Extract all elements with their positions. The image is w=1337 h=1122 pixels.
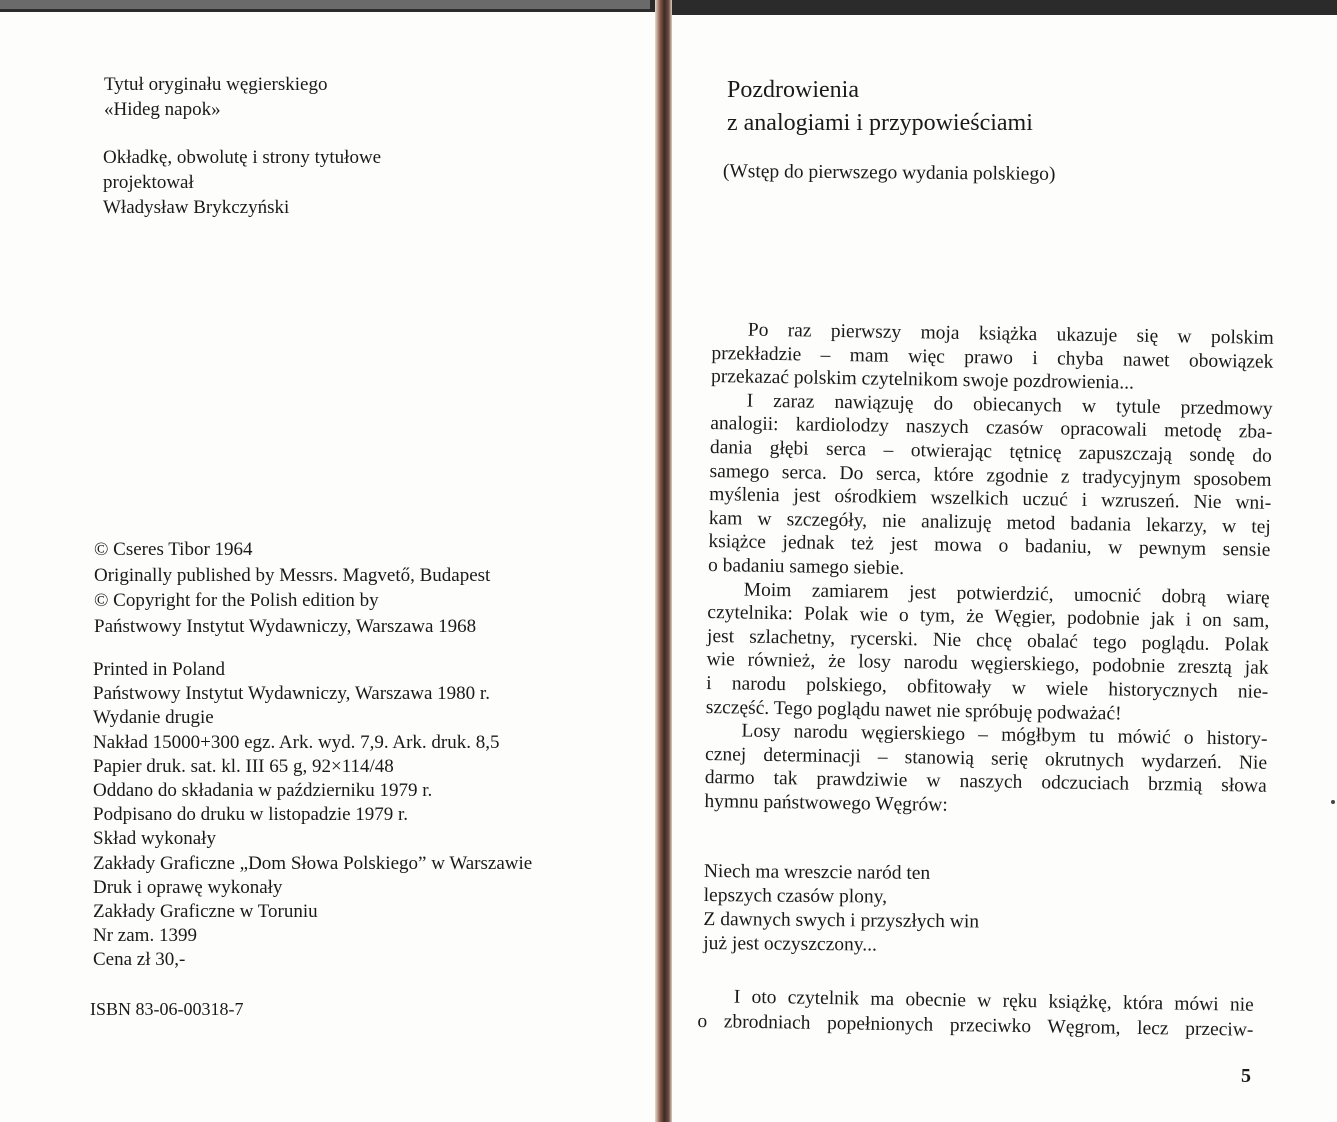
imprint-line: Papier druk. sat. kl. III 65 g, 92×114/48: [93, 755, 394, 777]
paragraph-line: myślenia jest ośrodkiem wszelkich uczuć i wzruszeń. Nie wni-: [709, 484, 1272, 514]
paragraph-line: darmo tak prawdziwie w naszych odczuciach brzmią słowa: [704, 767, 1267, 798]
isbn: ISBN 83-06-00318-7: [90, 999, 244, 1019]
paragraph-line: Losy narodu węgierskiego – mógłbym tu mówić o history-: [741, 720, 1268, 750]
original-title-block: [104, 72, 327, 122]
paragraph-line: książce jednak też jest mowa o badaniu, w pewnym sensie: [708, 531, 1271, 562]
imprint-line: Printed in Poland: [93, 659, 225, 680]
design-credit-line: projektował: [103, 172, 194, 193]
chapter-title-line: Pozdrowienia: [727, 77, 859, 103]
chapter-title-line: z analogiami i przypowieściami: [727, 110, 1033, 136]
scan-top-edge-left: [0, 0, 650, 9]
imprint-line: Oddano do składania w październiku 1979 r.: [93, 780, 433, 802]
paragraph-line: o zbrodniach popełnionych przeciwko Węgrom, lecz przeciw-: [697, 1010, 1254, 1041]
chapter-subtitle: (Wstęp do pierwszego wydania polskiego): [722, 160, 1056, 185]
paragraph-line: o badaniu samego siebie.: [707, 554, 905, 579]
anthem-quote: [703, 860, 979, 958]
paragraph-line: Moim zamiarem jest potwierdzić, umocnić dobrą wiarę: [743, 579, 1270, 609]
design-credit-block: [103, 145, 381, 220]
paragraph-line: cznej determinacji – stanowią serię okrutnych wydarzeń. Nie: [704, 743, 1268, 774]
copyright-line: © Cseres Tibor 1964: [94, 539, 253, 560]
paragraph-line: hymnu państwowego Węgrów:: [704, 790, 948, 816]
paragraph-line: czytelnika: Polak wie o tym, że Węgier, podobnie jak i on sam,: [707, 602, 1270, 632]
imprint-line: Zakłady Graficzne w Toruniu: [93, 901, 318, 923]
imprint-line: Państwowy Instytut Wydawniczy, Warszawa 1980 r.: [93, 683, 490, 705]
paragraph-line: I oto czytelnik ma obecnie w ręku książkę, która mówi nie: [733, 986, 1254, 1016]
imprint-line: Druk i oprawę wykonały: [93, 876, 283, 898]
paragraph-line: wie również, że losy narodu węgierskiego, podobnie zresztą jak: [706, 649, 1269, 680]
design-credit-line: Okładkę, obwolutę i strony tytułowe: [103, 147, 382, 168]
copyright-line: Originally published by Messrs. Magvető, Budapest: [94, 564, 491, 586]
body-text: [704, 318, 1274, 822]
original-title-line: Tytuł oryginału węgierskiego: [104, 74, 328, 95]
paragraph: [706, 577, 1270, 727]
scan-speck: [1331, 800, 1335, 804]
anthem-line: już jest oczyszczony...: [703, 932, 877, 956]
anthem-line: lepszych czasów plony,: [703, 884, 888, 908]
anthem-line: Z dawnych swych i przyszłych win: [703, 908, 980, 933]
paragraph-line: przekładzie – mam więc prawo i chyba nawet obowiązek: [711, 342, 1274, 373]
imprint-line: Nakład 15000+300 egz. Ark. wyd. 7,9. Ark. druk. 8,5: [93, 731, 500, 753]
imprint-line: Cena zł 30,-: [93, 949, 186, 971]
paragraph-line: Po raz pierwszy moja książka ukazuje się w polskim: [747, 319, 1274, 349]
anthem-line: Niech ma wreszcie naród ten: [703, 860, 931, 884]
imprint-line: Wydanie drugie: [93, 707, 214, 729]
paragraph-line: szczęść. Tego poglądu nawet nie spróbuję podważać!: [705, 696, 1122, 724]
paragraph-line: jest szlachetny, rycerski. Nie chcę obalać tego poglądu. Polak: [706, 625, 1270, 656]
page-number: 5: [1241, 1065, 1251, 1087]
copyright-block: [94, 537, 490, 639]
imprint-line: Zakłady Graficzne „Dom Słowa Polskiego” w Warszawie: [93, 852, 533, 874]
paragraph-line: I zaraz nawiązuję do obiecanych w tytule przedmowy: [746, 390, 1273, 420]
paragraph: [711, 318, 1274, 398]
book-gutter: [655, 0, 672, 1122]
closing-paragraph: [697, 985, 1254, 1043]
paragraph-line: samego serca. Do serca, które zgodnie z tradycyjnym sposobem: [709, 460, 1272, 491]
paragraph-line: i narodu polskiego, obfitowały w wiele historycznych nie-: [706, 672, 1269, 703]
chapter-title: [727, 74, 1033, 140]
imprint-line: Podpisano do druku w listopadzie 1979 r.: [93, 804, 409, 826]
paragraph: [697, 985, 1254, 1043]
design-credit-line: Władysław Brykczyński: [103, 197, 290, 218]
paragraph-line: przekazać polskim czytelnikom swoje pozdrowienia...: [710, 366, 1135, 394]
original-title-line: «Hideg napok»: [104, 99, 221, 120]
paragraph-line: dania głębi serca – otwierając tętnicę zapuszczają sondę do: [709, 436, 1273, 467]
paragraph: [708, 389, 1273, 587]
imprint-line: Skład wykonały: [93, 828, 216, 850]
paragraph-line: analogii: kardiolodzy naszych czasów opracowali metodę zba-: [710, 413, 1273, 444]
imprint-line: Nr zam. 1399: [93, 925, 197, 947]
paragraph: [704, 719, 1267, 822]
copyright-line: Państwowy Instytut Wydawniczy, Warszawa 1968: [94, 615, 477, 637]
imprint-block: [93, 658, 532, 973]
paragraph-line: kam w szczegóły, nie analizuję metod badania lekarzy, w tej: [708, 507, 1271, 538]
copyright-line: © Copyright for the Polish edition by: [94, 590, 379, 611]
